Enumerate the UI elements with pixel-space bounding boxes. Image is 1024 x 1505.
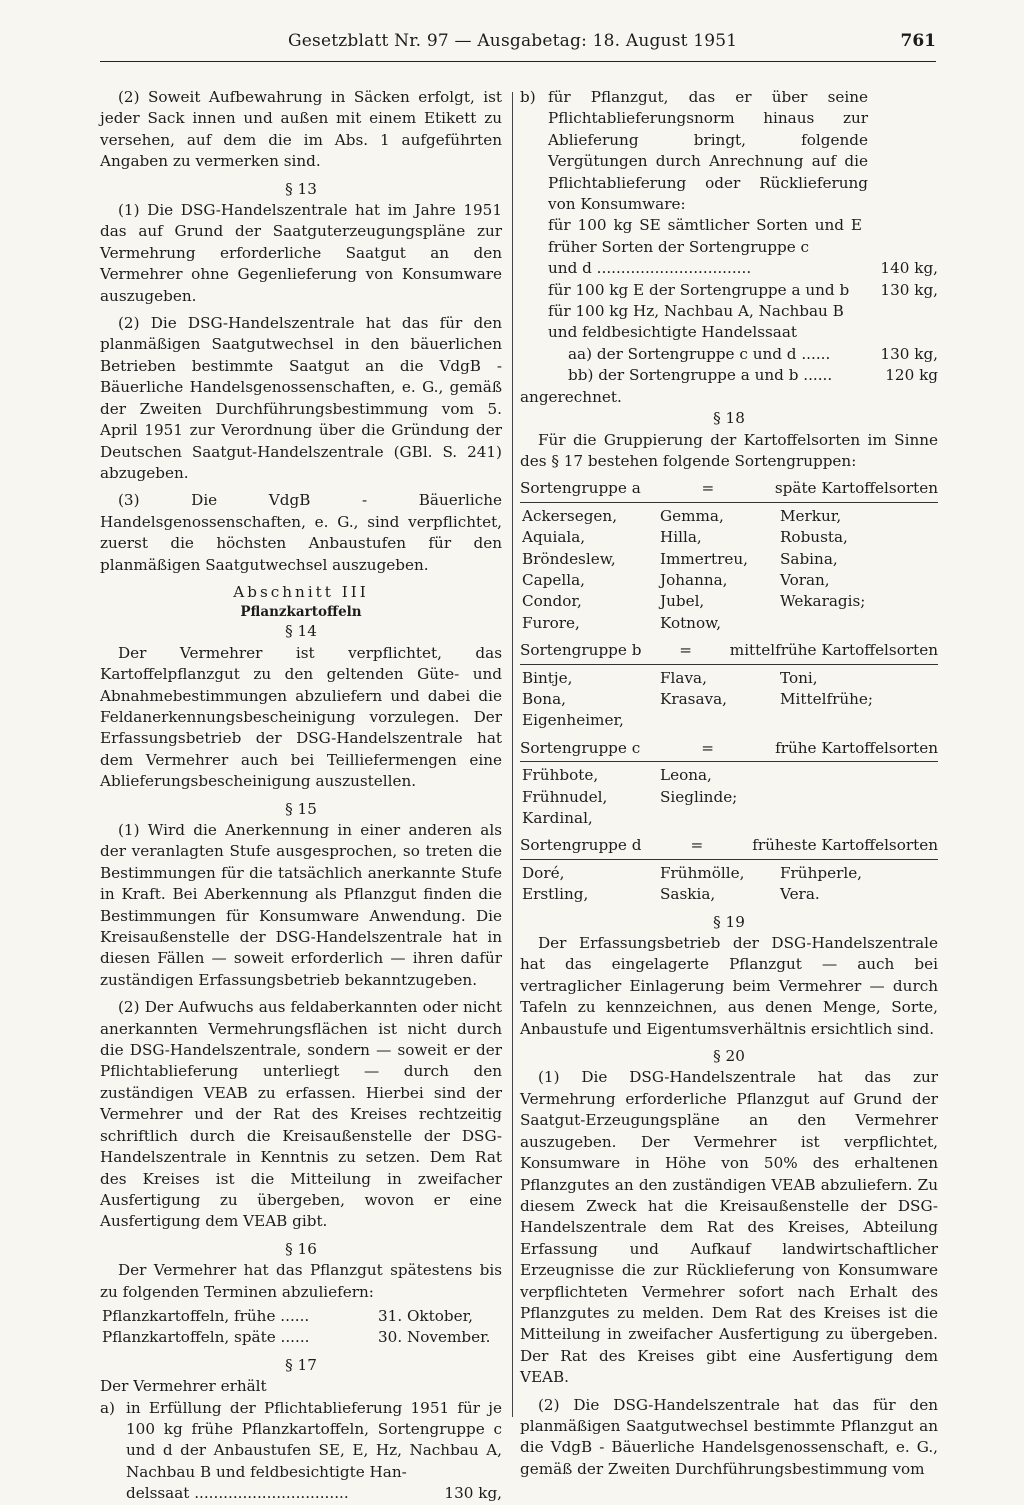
variety-list: Bintje, Flava, Toni, Bona, Krasava, Mittelfrühe; Eigenheimer, xyxy=(522,668,874,730)
group-name: Sortengruppe b xyxy=(520,641,642,660)
group-header xyxy=(520,835,938,859)
rate-value: 140 kg, xyxy=(880,259,938,278)
rate-row: bb) der Sortengruppe a und b ...... 120 kg xyxy=(548,365,938,386)
variety-group-c xyxy=(520,738,938,830)
rate-row: und d ................................ 140 kg, xyxy=(548,258,938,279)
paragraph: Der Vermehrer hat das Pflanzgut spätestens bis zu folgenden Terminen abzuliefern: xyxy=(100,1261,502,1301)
group-header xyxy=(520,640,938,664)
paragraph: (1) Die DSG-Handelszentrale hat im Jahre 1951 das auf Grund der Saatguterzeugungspläne zur Vermehrung erforderliche Saatgut an den Vermehrer ohne Gegenlieferung von Konsumware auszugeben. xyxy=(100,201,502,305)
header-title: Gesetzblatt Nr. 97 — Ausgabetag: 18. August 1951 xyxy=(288,31,738,51)
group-eq: = xyxy=(701,738,715,757)
column-divider xyxy=(512,92,513,1417)
group-name: Sortengruppe a xyxy=(520,479,641,498)
section-heading-14: § 14 xyxy=(285,622,317,641)
deadline-label: Pflanzkartoffeln, späte ...... xyxy=(102,1328,310,1347)
variety-group-d xyxy=(520,835,938,905)
rate-row: für 100 kg Hz, Nachbau A, Nachbau B und feldbesichtigte Handelssaat xyxy=(548,302,844,342)
group-desc: mittelfrühe Kartoffelsorten xyxy=(729,641,938,660)
list-marker: b) xyxy=(520,88,536,106)
paragraph: (2) Der Aufwuchs aus feldaberkannten oder nicht anerkannten Vermehrungsflächen ist nicht durch die DSG-Handelszentrale, sondern — soweit er der Pflichtablieferung unterliegt — durch den zuständigen VEAB zu erfassen. Hierbei sind der Vermehrer und der Rat des Kreises rechtzeitig schriftlich durch die Kreisaußenstelle der DSG-Handelszentrale in Kenntnis zu setzen. Dem Rat des Kreises ist die Mitteilung in zweifacher Ausfertigung zu übergeben, wovon er eine Ausfertigung dem VEAB gibt. xyxy=(100,998,502,1231)
deadline-value: 30. November. xyxy=(378,1328,491,1347)
chapter-title: Pflanzkartoffeln xyxy=(240,604,362,621)
paragraph: (2) Die DSG-Handelszentrale hat das für den planmäßigen Saatgutwechsel bestimmte Pflanzgut an die VdgB - Bäuerliche Handelsgenossenschaft, e. G., gemäß der Zweiten Durchführungsbestimmung vom xyxy=(520,1395,938,1478)
paragraph: (1) Wird die Anerkennung in einer anderen als der veranlagten Stufe ausgesprochen, so treten die Bestimmungen für die tatsächlich anerkannte Stufe in Kraft. Bei Aberkennung als Pflanzgut finden die Bestimmungen für Konsumware Anwendung. Die Kreisaußenstelle der DSG-Handelszentrale hat in diesen Fällen — soweit erforderlich — ihren dafür zuständigen Erfassungsbetrieb bekanntzugeben. xyxy=(100,821,502,989)
group-name: Sortengruppe d xyxy=(520,836,642,855)
variety-list: Doré, Frühmölle, Frühperle, Erstling, Saskia, Vera. xyxy=(522,863,863,904)
paragraph: (3) Die VdgB - Bäuerliche Handelsgenossenschaften, e. G., sind verpflichtet, zuerst die höchsten Anbaustufen für den planmäßigen Saatgutwechsel auszugeben. xyxy=(100,491,502,574)
section-heading-18: § 18 xyxy=(713,409,745,428)
group-name: Sortengruppe c xyxy=(520,738,641,757)
paragraph: Der Erfassungsbetrieb der DSG-Handelszentrale hat das eingelagerte Pflanzgut — auch bei vertraglicher Einlagerung beim Vermehrer — durch Tafeln zu kennzeichnen, aus denen Menge, Sorte, Anbaustufe und Eigentumsverhältnis ersichtlich sind. xyxy=(520,934,938,1038)
deadline-row xyxy=(100,1306,502,1327)
section-heading-20: § 20 xyxy=(713,1047,745,1066)
deadline-row xyxy=(100,1327,502,1348)
list-marker: a) xyxy=(100,1398,115,1417)
page-number: 761 xyxy=(900,31,936,51)
paragraph: Der Vermehrer ist verpflichtet, das Kartoffelpflanzgut zu den geltenden Güte- und Abnahmebestimmungen abzuliefern und dabei die Feldanerkennungsbescheinigung vorzulegen. Der Erfassungsbetrieb der DSG-Handelszentrale hat dem Vermehrer auch bei Teilliefermengen eine Ablieferungsbescheinigung auszustellen. xyxy=(100,643,502,791)
rate-row: für 100 kg SE sämtlicher Sorten und E früher Sorten der Sortengruppe c xyxy=(548,216,862,256)
group-eq: = xyxy=(679,641,692,660)
list-text: in Erfüllung der Pflichtablieferung 1951 für je 100 kg frühe Pflanzkartoffeln, Sortengruppe c und d der Anbaustufen SE, E, Hz, Nachbau A, Nachbau B und feldbesichtigte Han- xyxy=(126,1398,502,1481)
list-item-a xyxy=(100,1398,502,1505)
group-eq: = xyxy=(690,836,704,855)
rate-value: 120 kg xyxy=(885,366,938,385)
group-header xyxy=(520,478,938,502)
list-text: für Pflanzgut, das er über seine Pflichtablieferungsnorm hinaus zur Ablieferung bringt, folgende Vergütungen durch Anrechnung auf die Pflichtablieferung oder Rücklieferung von Konsumware: xyxy=(548,88,868,214)
paragraph: (2) Die DSG-Handelszentrale hat das für den planmäßigen Saatgutwechsel in den bäuerlichen Betrieben bestimmte Saatgut an die VdgB - Bäuerliche Handelsgenossenschaften, e. G., gemäß der Zweiten Durchführungsbestimmung vom 5. April 1951 zur Verordnung über die Gründung der Deutschen Saatgut-Handelszentrale (GBl. S. 241) abzugeben. xyxy=(100,314,502,482)
paragraph: Der Vermehrer erhält xyxy=(100,1377,267,1396)
page-header xyxy=(100,31,936,62)
variety-list: Ackersegen, Gemma, Merkur, Aquiala, Hilla, Robusta, Bröndeslew, Immertreu, Sabina, Capella, Johanna, Voran, Condor, Jubel, Wekaragis; Furore, Kotnow, xyxy=(522,506,866,632)
left-column xyxy=(100,87,502,1505)
paragraph: angerechnet. xyxy=(520,387,622,406)
chapter-heading: Abschnitt III xyxy=(233,582,369,601)
paragraph: (1) Die DSG-Handelszentrale hat das zur Vermehrung erforderliche Pflanzgut auf Grund der Saatgut-Erzeugungspläne an den Vermehrer auszugeben. Der Vermehrer ist verpflichtet, Konsumware in Höhe von 50% des erhaltenen Pflanzgutes an den zuständigen VEAB abzuliefern. Zu diesem Zweck hat die Kreisaußenstelle der DSG-Handelszentrale dem Rat des Kreises, Abteilung Erfassung und Aufkauf landwirtschaftlicher Erzeugnisse die zur Rücklieferung von Konsumware verpflichteten Vermehrer sofort nach Erhalt des Pflanzgutes zu melden. Dem Rat des Kreises ist die Mitteilung in zweifacher Ausfertigung zu übergeben. Der Rat des Kreises gibt eine Ausfertigung dem VEAB. xyxy=(520,1068,938,1387)
variety-list: Frühbote, Leona, Frühnudel, Sieglinde; Kardinal, xyxy=(522,766,738,827)
paragraph: Für die Gruppierung der Kartoffelsorten im Sinne des § 17 bestehen folgende Sortengruppen: xyxy=(520,430,938,470)
variety-group-b xyxy=(520,640,938,732)
group-header xyxy=(520,738,938,762)
right-column xyxy=(520,87,938,1486)
section-heading-16: § 16 xyxy=(285,1239,317,1258)
deadline-label: Pflanzkartoffeln, frühe ...... xyxy=(102,1306,310,1325)
group-desc: frühe Kartoffelsorten xyxy=(775,738,938,757)
rate-row: aa) der Sortengruppe c und d ...... 130 kg, xyxy=(548,344,938,365)
rate-value: 130 kg, xyxy=(880,280,938,299)
list-value-row xyxy=(126,1483,502,1504)
rate-row: für 100 kg E der Sortengruppe a und b 130 kg, xyxy=(548,280,938,301)
list-value: 130 kg, xyxy=(444,1484,502,1503)
deadline-value: 31. Oktober, xyxy=(378,1306,474,1325)
group-eq: = xyxy=(701,479,715,498)
section-heading-13: § 13 xyxy=(285,179,317,198)
list-text-end: delssaat ................................ xyxy=(126,1484,349,1503)
paragraph: (2) Soweit Aufbewahrung in Säcken erfolgt, ist jeder Sack innen und außen mit einem Etikett zu versehen, auf dem die im Abs. 1 aufgeführten Angaben zu vermerken sind. xyxy=(100,88,502,171)
rate-value: 130 kg, xyxy=(880,344,938,363)
group-desc: späte Kartoffelsorten xyxy=(774,479,938,498)
variety-group-a xyxy=(520,478,938,634)
group-desc: früheste Kartoffelsorten xyxy=(752,836,938,855)
section-heading-17: § 17 xyxy=(285,1355,317,1374)
section-heading-15: § 15 xyxy=(285,799,317,818)
section-heading-19: § 19 xyxy=(713,912,745,931)
list-item-b xyxy=(520,87,938,387)
